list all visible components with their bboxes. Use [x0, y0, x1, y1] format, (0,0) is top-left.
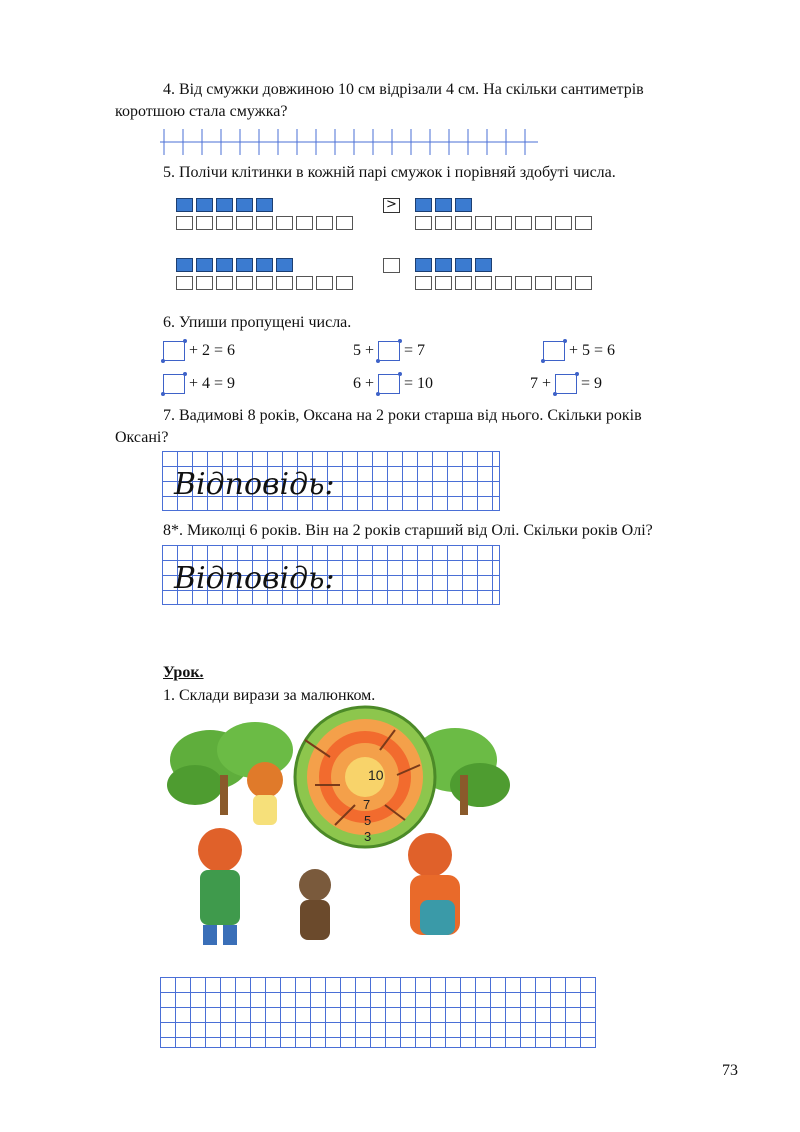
target [295, 707, 435, 847]
archery-illustration [165, 705, 510, 965]
strip-pair2-left-bottom [176, 276, 356, 290]
task5-text: 5. Полічи клітинки в кожній парі смужок і порівняй здобуті числа. [163, 164, 616, 181]
task4-line2: коротшою стала смужка? [115, 103, 288, 120]
eq-6: 7 + = 9 [530, 373, 602, 395]
task8-text: 8*. Миколці 6 років. Він на 2 років старший від Олі. Скільки років Олі? [163, 522, 653, 539]
strip-pair1-left-top [176, 198, 276, 212]
compare-box-2[interactable] [383, 258, 400, 273]
eq-1: + 2 = 6 [163, 340, 235, 362]
answer-label-7: Відповідь: [174, 467, 335, 502]
strip-pair2-right-bottom [415, 276, 595, 290]
answer-box[interactable] [163, 341, 185, 361]
answer-box[interactable] [378, 341, 400, 361]
target-label-10: 10 [368, 767, 384, 783]
page-number: 73 [722, 1062, 738, 1079]
target-label-7: 7 [363, 797, 371, 812]
eq-5: 6 + = 10 [353, 373, 433, 395]
task4-line1: 4. Від смужки довжиною 10 см відрізали 4 см. На скільки сантиметрів [163, 81, 644, 98]
eq-4: + 4 = 9 [163, 373, 235, 395]
eq-3: + 5 = 6 [543, 340, 615, 362]
lesson-task1: 1. Склади вирази за малюнком. [163, 687, 376, 704]
answer-grid-lesson[interactable] [160, 977, 596, 1048]
strip-pair2-left-top [176, 258, 296, 272]
ruler-strip [160, 127, 540, 157]
eq-2: 5 + = 7 [353, 340, 425, 362]
strip-pair1-right-bottom [415, 216, 595, 230]
target-label-5: 5 [364, 813, 372, 828]
answer-box[interactable] [543, 341, 565, 361]
bear-top [247, 762, 283, 825]
answer-box[interactable] [378, 374, 400, 394]
answer-box[interactable] [163, 374, 185, 394]
target-label-3: 3 [364, 829, 372, 844]
strip-pair1-right-top [415, 198, 475, 212]
answer-box[interactable] [555, 374, 577, 394]
answer-label-8: Відповідь: [174, 561, 335, 596]
mouse-center [299, 869, 331, 940]
strip-pair1-left-bottom [176, 216, 356, 230]
strip-pair2-right-top [415, 258, 495, 272]
task6-text: 6. Упиши пропущені числа. [163, 314, 352, 331]
bear-left [198, 828, 242, 945]
task7-line1: 7. Вадимові 8 років, Оксана на 2 роки старша від нього. Скільки років [163, 407, 642, 424]
lesson-heading: Урок. [163, 664, 204, 681]
compare-box-1[interactable]: > [383, 198, 400, 213]
task7-line2: Оксані? [115, 429, 169, 446]
kangaroo-right [408, 833, 460, 935]
